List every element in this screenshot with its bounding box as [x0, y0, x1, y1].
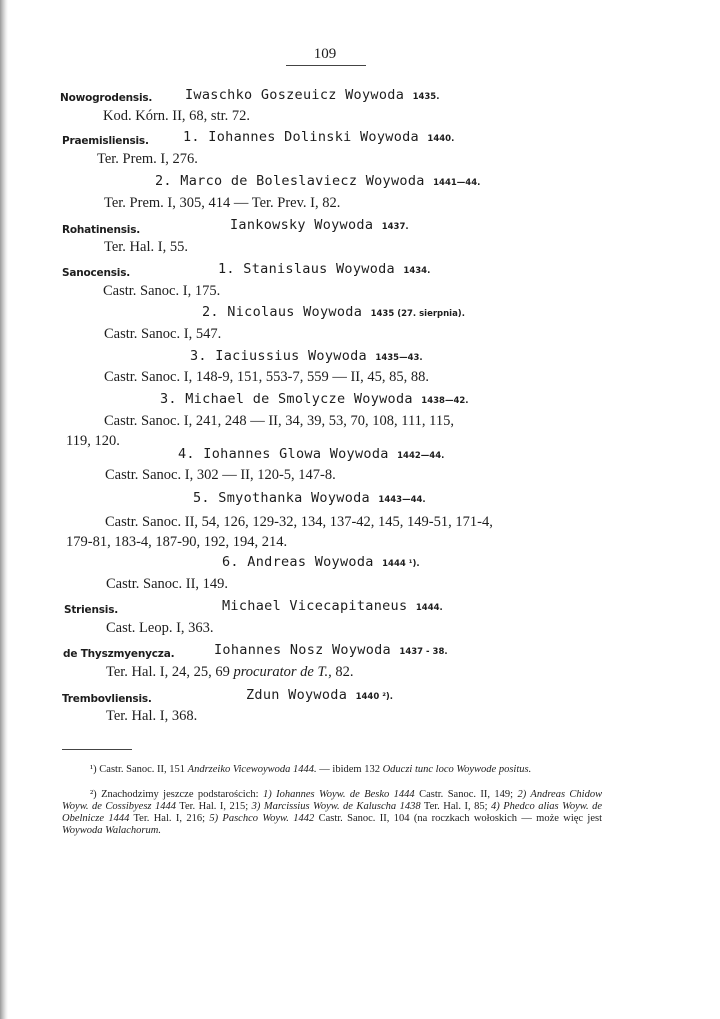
footnote-1 — [62, 764, 602, 776]
reference-line: Ter. Hal. I, 55. — [104, 239, 188, 255]
reference-line: Ter. Hal. I, 368. — [106, 708, 198, 724]
footnote-2 — [62, 789, 602, 837]
reference-line: Castr. Sanoc. I, 241, 248 — II, 34, 39, 53, 70, 108, 111, 115, — [104, 413, 454, 429]
heading-date: 1434. — [403, 266, 431, 276]
footnote-italic: Woywoda Walachorum. — [62, 825, 161, 836]
reference-line: Cast. Leop. I, 363. — [106, 620, 214, 636]
heading-date: 1443—44. — [378, 495, 426, 505]
section-label: Sanocensis. — [62, 267, 131, 279]
heading-text: Iankowsky Woywoda — [230, 217, 374, 233]
voivode-heading — [222, 598, 443, 614]
footnote-text: Ter. Hal. I, 216; — [133, 813, 205, 824]
heading-date: 1437. — [381, 222, 409, 232]
footnote-italic: 3) Marcissius Woyw. de Kaluscha 1438 — [251, 801, 421, 812]
reference-line: Kod. Kórn. II, 68, str. 72. — [103, 108, 251, 124]
heading-text: 3. Michael de Smolycze Woywoda — [160, 391, 413, 407]
voivode-heading — [178, 446, 444, 462]
section-label: de Thyszmyenycza. — [63, 648, 175, 660]
section-label: Rohatinensis. — [62, 224, 141, 236]
reference-tail: 82. — [335, 664, 354, 680]
heading-date: 1438—42. — [421, 396, 469, 406]
footnote-mark: ²) — [90, 789, 97, 800]
voivode-heading — [222, 554, 420, 570]
reference-line: Ter. Prem. I, 305, 414 — Ter. Prev. I, 82. — [104, 195, 341, 211]
footnote-text: Ter. Hal. I, 85; — [423, 801, 488, 812]
heading-date: 1435. — [412, 92, 440, 102]
voivode-heading — [185, 87, 439, 103]
voivode-heading — [160, 391, 469, 407]
heading-date: 1440. — [427, 134, 455, 144]
voivode-heading — [230, 217, 409, 233]
section-label: Nowogrodensis. — [60, 92, 153, 104]
heading-text: Zdun Woywoda — [246, 687, 348, 703]
footnote-italic: 4) Phedco alias Woyw. de Obelnicze 1444 — [62, 801, 603, 824]
heading-text: Michael Vicecapitaneus — [222, 598, 408, 614]
footnote-italic: 1) Iohannes Woyw. de Besko 1444 — [262, 789, 415, 800]
voivode-heading — [202, 304, 465, 320]
footnote-text: Ter. Hal. I, 215; — [179, 801, 249, 812]
reference-italic: procurator de T., — [233, 664, 332, 680]
section-label: Striensis. — [64, 604, 119, 616]
heading-date: 1437 - 38. — [399, 647, 448, 657]
voivode-heading — [183, 129, 454, 145]
reference-line-continued: 119, 120. — [66, 433, 120, 449]
heading-date: 1435 (27. sierpnia). — [370, 309, 465, 319]
footnote-rule — [62, 749, 132, 750]
footnote-italic: Andrzeiko Vicewoywoda 1444. — [187, 764, 317, 775]
heading-date: 1440 ²). — [355, 692, 394, 702]
footnote-italic: Oduczi tunc loco Woywode positus. — [382, 764, 532, 775]
heading-text: 5. Smyothanka Woywoda — [193, 490, 370, 506]
heading-date: 1444. — [415, 603, 443, 613]
footnote-text: — ibidem 132 — [319, 764, 380, 775]
reference-line: Castr. Sanoc. I, 148-9, 151, 553-7, 559 — II, 45, 85, 88. — [104, 369, 430, 385]
voivode-heading — [246, 687, 393, 703]
voivode-heading — [155, 173, 480, 189]
heading-date: 1444 ¹). — [382, 559, 420, 569]
footnote-italic: 5) Paschco Woyw. 1442 — [209, 813, 315, 824]
heading-text: 1. Iohannes Dolinski Woywoda — [183, 129, 419, 145]
page-number-rule — [286, 65, 366, 66]
reference-line: Castr. Sanoc. I, 547. — [104, 326, 222, 342]
page-number: 109 — [313, 46, 337, 62]
reference-line: Castr. Sanoc. I, 175. — [103, 283, 221, 299]
heading-text: 1. Stanislaus Woywoda — [218, 261, 395, 277]
heading-date: 1442—44. — [397, 451, 445, 461]
heading-date: 1441—44. — [433, 178, 481, 188]
reference-line-continued: 179-81, 183-4, 187-90, 192, 194, 214. — [66, 534, 288, 550]
voivode-heading — [193, 490, 426, 506]
section-label: Trembovliensis. — [62, 693, 152, 705]
reference-line: Castr. Sanoc. I, 302 — II, 120-5, 147-8. — [105, 467, 336, 483]
voivode-heading — [190, 348, 423, 364]
reference-line: Castr. Sanoc. II, 149. — [106, 576, 229, 592]
footnote-text: Znachodzimy jeszcze podstarościch: — [101, 789, 259, 800]
footnote-text: Castr. Sanoc. II, 151 — [99, 764, 186, 775]
heading-text: Iwaschko Goszeuicz Woywoda — [185, 87, 405, 103]
reference-line: Castr. Sanoc. II, 54, 126, 129-32, 134, 137-42, 145, 149-51, 171-4, — [105, 514, 493, 530]
reference-line: Ter. Prem. I, 276. — [97, 151, 198, 167]
section-label: Praemisliensis. — [62, 135, 149, 147]
reference-line — [106, 664, 353, 681]
heading-text: Iohannes Nosz Woywoda — [214, 642, 391, 658]
heading-text: 4. Iohannes Glowa Woywoda — [178, 446, 389, 462]
heading-text: 2. Nicolaus Woywoda — [202, 304, 363, 320]
heading-date: 1435—43. — [375, 353, 423, 363]
reference-text: Ter. Hal. I, 24, 25, 69 — [106, 664, 230, 680]
footnote-text: Castr. Sanoc. II, 104 (na roczkach wołoskich — może więc jest — [318, 813, 602, 824]
footnote-mark: ¹) — [90, 764, 97, 775]
voivode-heading — [214, 642, 448, 658]
footnote-italic: 2) Andreas Chidow Woyw. de Cossibyesz 1444 — [62, 789, 603, 812]
footnote-text: Castr. Sanoc. II, 149; — [419, 789, 514, 800]
page-edge-shadow — [0, 0, 8, 1019]
heading-text: 2. Marco de Boleslaviecz Woywoda — [155, 173, 425, 189]
voivode-heading — [218, 261, 430, 277]
heading-text: 6. Andreas Woywoda — [222, 554, 374, 570]
heading-text: 3. Iaciussius Woywoda — [190, 348, 367, 364]
